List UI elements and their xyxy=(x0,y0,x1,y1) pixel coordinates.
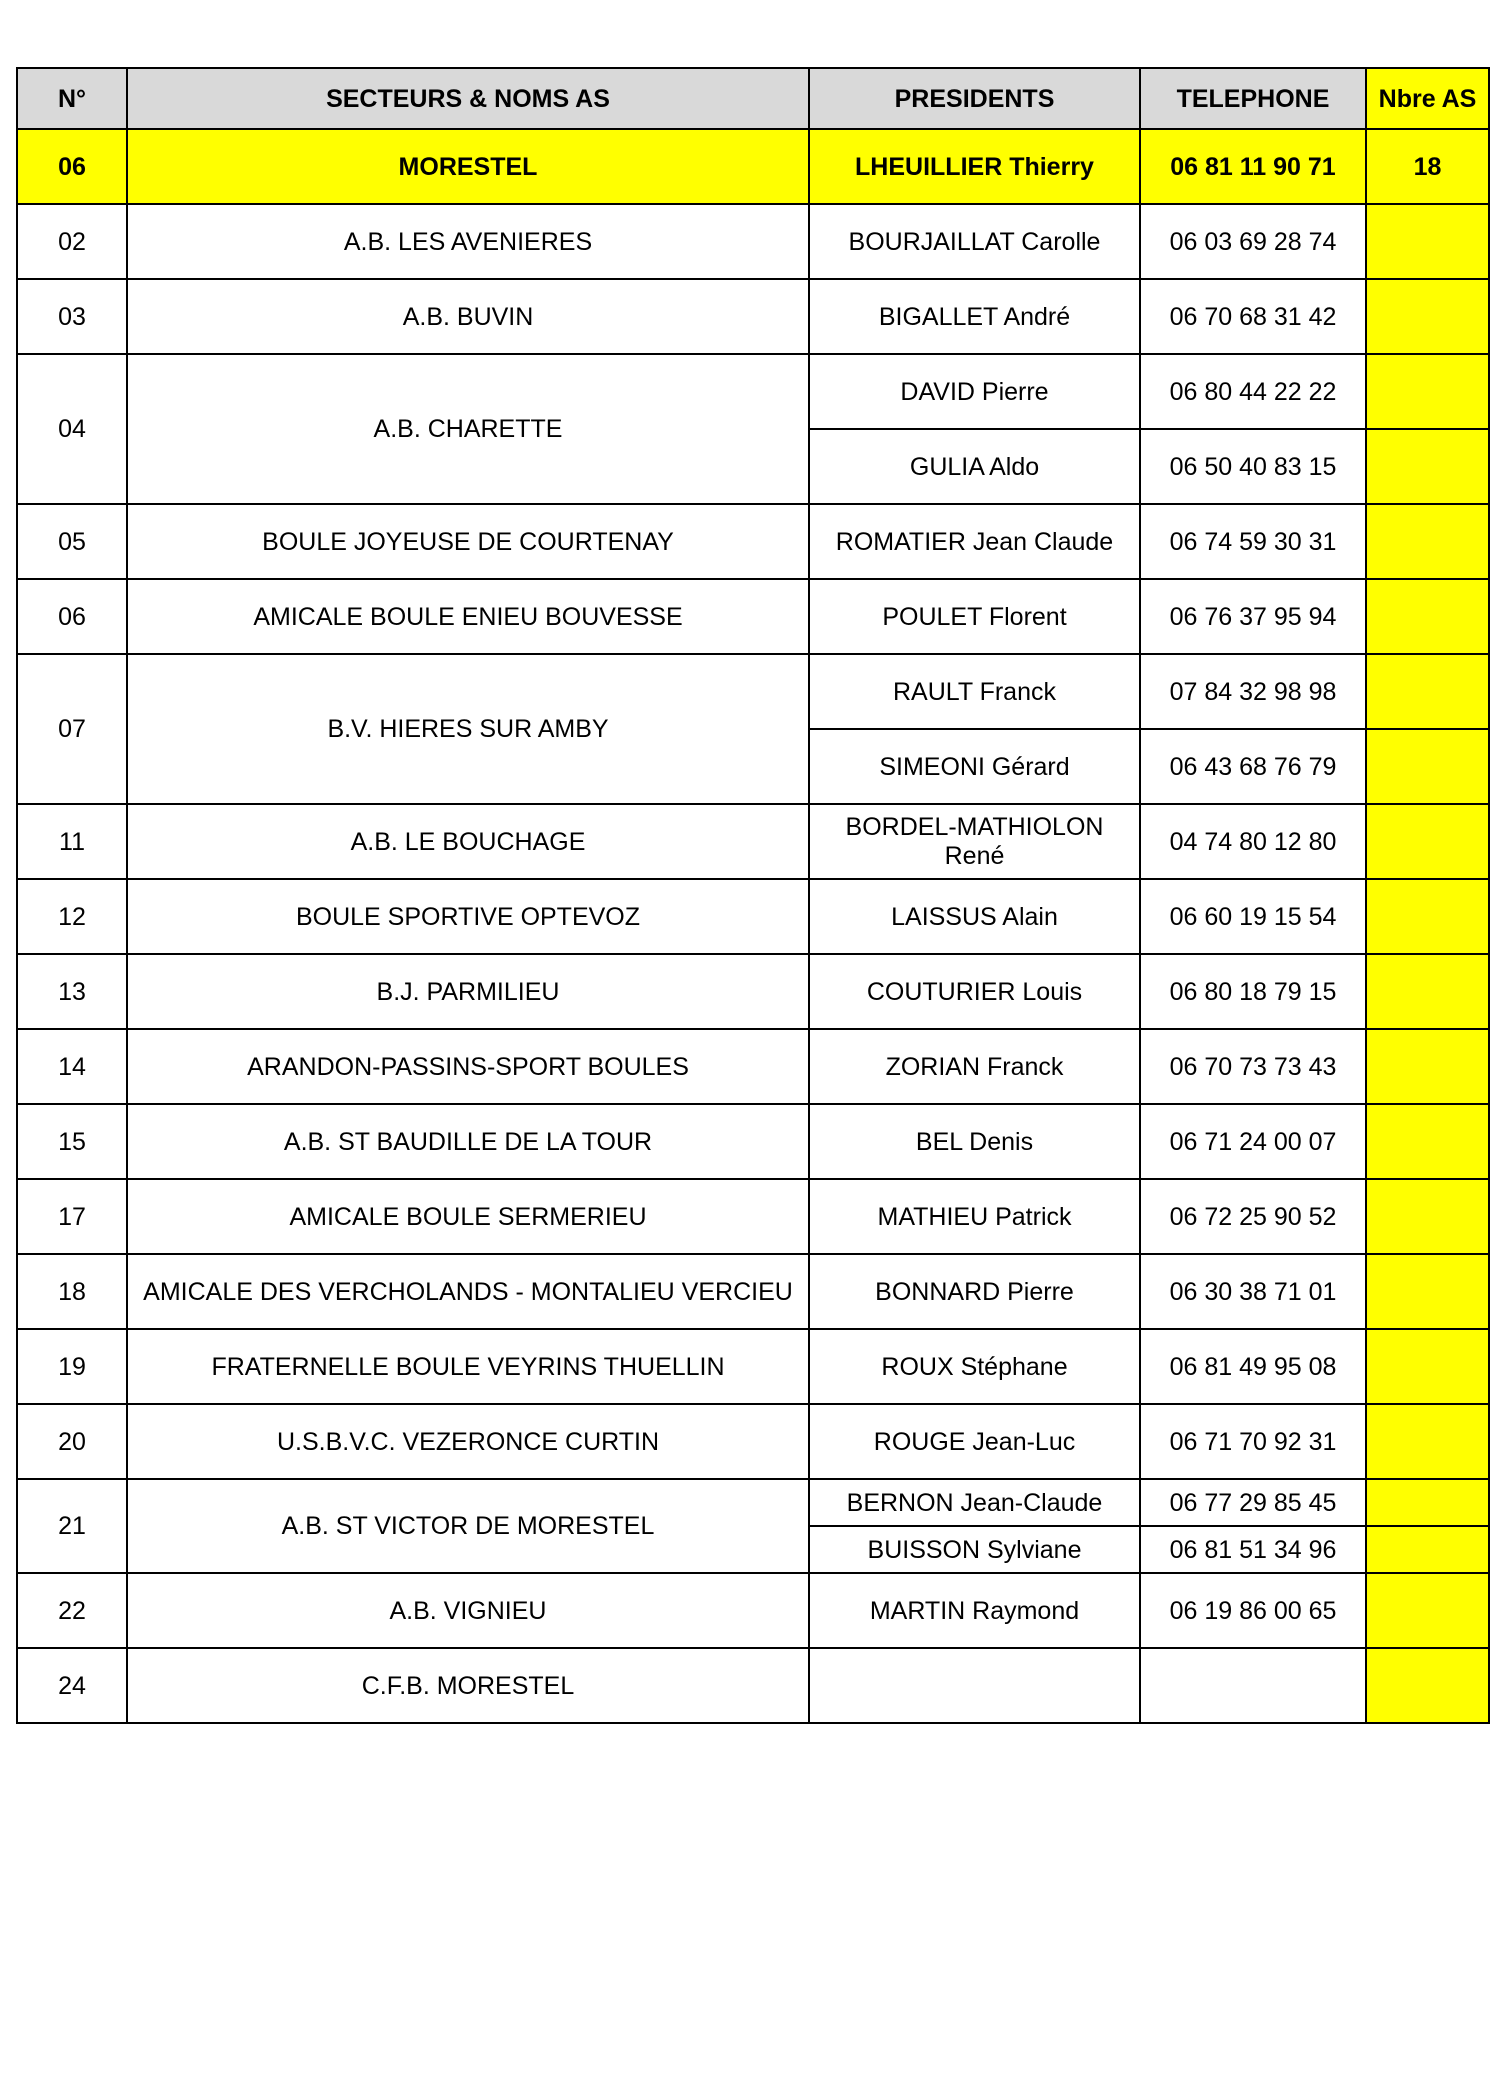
club-num: 22 xyxy=(17,1573,127,1648)
table-row xyxy=(17,354,1489,429)
club-num: 06 xyxy=(17,579,127,654)
table-row xyxy=(17,1254,1489,1329)
header-name: SECTEURS & NOMS AS xyxy=(127,68,809,129)
sector-row xyxy=(17,129,1489,204)
count-cell xyxy=(1366,1526,1489,1573)
president-name: MARTIN Raymond xyxy=(809,1573,1140,1648)
table-row xyxy=(17,279,1489,354)
president-name: ZORIAN Franck xyxy=(809,1029,1140,1104)
sector-name: MORESTEL xyxy=(127,129,809,204)
club-name: B.J. PARMILIEU xyxy=(127,954,809,1029)
count-cell xyxy=(1366,579,1489,654)
phone-number: 06 71 24 00 07 xyxy=(1140,1104,1366,1179)
phone-number: 06 03 69 28 74 xyxy=(1140,204,1366,279)
clubs-table xyxy=(16,67,1490,1724)
count-cell xyxy=(1366,279,1489,354)
header-row xyxy=(17,68,1489,129)
count-cell xyxy=(1366,429,1489,504)
phone-number: 06 43 68 76 79 xyxy=(1140,729,1366,804)
president-name: BONNARD Pierre xyxy=(809,1254,1140,1329)
table-row xyxy=(17,1104,1489,1179)
club-num: 05 xyxy=(17,504,127,579)
count-cell xyxy=(1366,1573,1489,1648)
president-name: RAULT Franck xyxy=(809,654,1140,729)
phone-number: 06 80 44 22 22 xyxy=(1140,354,1366,429)
president-name: ROUX Stéphane xyxy=(809,1329,1140,1404)
sector-num: 06 xyxy=(17,129,127,204)
president-name: BEL Denis xyxy=(809,1104,1140,1179)
count-cell xyxy=(1366,354,1489,429)
president-name: POULET Florent xyxy=(809,579,1140,654)
table-row xyxy=(17,1179,1489,1254)
president-name xyxy=(809,1648,1140,1723)
phone-number xyxy=(1140,1648,1366,1723)
club-num: 04 xyxy=(17,354,127,504)
clubs-table-wrapper xyxy=(16,67,1490,1724)
count-cell xyxy=(1366,729,1489,804)
sector-phone: 06 81 11 90 71 xyxy=(1140,129,1366,204)
phone-number: 06 81 49 95 08 xyxy=(1140,1329,1366,1404)
phone-number: 06 80 18 79 15 xyxy=(1140,954,1366,1029)
count-cell xyxy=(1366,1104,1489,1179)
club-num: 24 xyxy=(17,1648,127,1723)
club-num: 15 xyxy=(17,1104,127,1179)
header-president: PRESIDENTS xyxy=(809,68,1140,129)
president-name: SIMEONI Gérard xyxy=(809,729,1140,804)
president-name: ROUGE Jean-Luc xyxy=(809,1404,1140,1479)
phone-number: 06 72 25 90 52 xyxy=(1140,1179,1366,1254)
table-row xyxy=(17,1404,1489,1479)
phone-number: 06 60 19 15 54 xyxy=(1140,879,1366,954)
club-name: BOULE JOYEUSE DE COURTENAY xyxy=(127,504,809,579)
count-cell xyxy=(1366,1404,1489,1479)
president-name: BORDEL-MATHIOLON René xyxy=(809,804,1140,879)
club-name: A.B. ST VICTOR DE MORESTEL xyxy=(127,1479,809,1573)
phone-number: 06 71 70 92 31 xyxy=(1140,1404,1366,1479)
club-name: A.B. CHARETTE xyxy=(127,354,809,504)
club-num: 20 xyxy=(17,1404,127,1479)
president-name: BUISSON Sylviane xyxy=(809,1526,1140,1573)
club-name: B.V. HIERES SUR AMBY xyxy=(127,654,809,804)
phone-number: 06 81 51 34 96 xyxy=(1140,1526,1366,1573)
club-name: A.B. ST BAUDILLE DE LA TOUR xyxy=(127,1104,809,1179)
table-row xyxy=(17,1479,1489,1526)
club-num: 12 xyxy=(17,879,127,954)
phone-number: 06 77 29 85 45 xyxy=(1140,1479,1366,1526)
president-name: MATHIEU Patrick xyxy=(809,1179,1140,1254)
header-num: N° xyxy=(17,68,127,129)
table-row xyxy=(17,954,1489,1029)
count-cell xyxy=(1366,879,1489,954)
count-cell xyxy=(1366,1648,1489,1723)
table-row xyxy=(17,804,1489,879)
president-name: BERNON Jean-Claude xyxy=(809,1479,1140,1526)
president-name: LAISSUS Alain xyxy=(809,879,1140,954)
count-cell xyxy=(1366,1254,1489,1329)
club-name: ARANDON-PASSINS-SPORT BOULES xyxy=(127,1029,809,1104)
president-name: COUTURIER Louis xyxy=(809,954,1140,1029)
header-count: Nbre AS xyxy=(1366,68,1489,129)
club-name: FRATERNELLE BOULE VEYRINS THUELLIN xyxy=(127,1329,809,1404)
president-name: DAVID Pierre xyxy=(809,354,1140,429)
table-row xyxy=(17,1573,1489,1648)
club-num: 14 xyxy=(17,1029,127,1104)
count-cell xyxy=(1366,204,1489,279)
phone-number: 06 76 37 95 94 xyxy=(1140,579,1366,654)
club-name: A.B. LES AVENIERES xyxy=(127,204,809,279)
count-cell xyxy=(1366,504,1489,579)
club-name: AMICALE BOULE SERMERIEU xyxy=(127,1179,809,1254)
table-row xyxy=(17,579,1489,654)
club-num: 18 xyxy=(17,1254,127,1329)
table-row xyxy=(17,1329,1489,1404)
phone-number: 06 70 73 73 43 xyxy=(1140,1029,1366,1104)
president-name: ROMATIER Jean Claude xyxy=(809,504,1140,579)
count-cell xyxy=(1366,1329,1489,1404)
count-cell xyxy=(1366,954,1489,1029)
club-name: A.B. BUVIN xyxy=(127,279,809,354)
club-name: AMICALE BOULE ENIEU BOUVESSE xyxy=(127,579,809,654)
club-name: C.F.B. MORESTEL xyxy=(127,1648,809,1723)
club-num: 03 xyxy=(17,279,127,354)
president-name: BIGALLET André xyxy=(809,279,1140,354)
table-row xyxy=(17,204,1489,279)
president-name: GULIA Aldo xyxy=(809,429,1140,504)
count-cell xyxy=(1366,1029,1489,1104)
club-name: AMICALE DES VERCHOLANDS - MONTALIEU VERCIEU xyxy=(127,1254,809,1329)
club-name: BOULE SPORTIVE OPTEVOZ xyxy=(127,879,809,954)
table-row xyxy=(17,879,1489,954)
club-num: 21 xyxy=(17,1479,127,1573)
table-row xyxy=(17,1029,1489,1104)
phone-number: 06 50 40 83 15 xyxy=(1140,429,1366,504)
club-num: 02 xyxy=(17,204,127,279)
phone-number: 06 70 68 31 42 xyxy=(1140,279,1366,354)
club-num: 11 xyxy=(17,804,127,879)
phone-number: 06 30 38 71 01 xyxy=(1140,1254,1366,1329)
club-name: U.S.B.V.C. VEZERONCE CURTIN xyxy=(127,1404,809,1479)
table-row xyxy=(17,1648,1489,1723)
count-cell xyxy=(1366,804,1489,879)
sector-president: LHEUILLIER Thierry xyxy=(809,129,1140,204)
president-name: BOURJAILLAT Carolle xyxy=(809,204,1140,279)
club-num: 13 xyxy=(17,954,127,1029)
count-cell xyxy=(1366,1179,1489,1254)
table-row xyxy=(17,504,1489,579)
header-phone: TELEPHONE xyxy=(1140,68,1366,129)
club-num: 17 xyxy=(17,1179,127,1254)
sector-count: 18 xyxy=(1366,129,1489,204)
club-num: 19 xyxy=(17,1329,127,1404)
count-cell xyxy=(1366,654,1489,729)
phone-number: 04 74 80 12 80 xyxy=(1140,804,1366,879)
club-name: A.B. LE BOUCHAGE xyxy=(127,804,809,879)
phone-number: 06 19 86 00 65 xyxy=(1140,1573,1366,1648)
count-cell xyxy=(1366,1479,1489,1526)
phone-number: 07 84 32 98 98 xyxy=(1140,654,1366,729)
phone-number: 06 74 59 30 31 xyxy=(1140,504,1366,579)
club-num: 07 xyxy=(17,654,127,804)
club-name: A.B. VIGNIEU xyxy=(127,1573,809,1648)
table-row xyxy=(17,654,1489,729)
